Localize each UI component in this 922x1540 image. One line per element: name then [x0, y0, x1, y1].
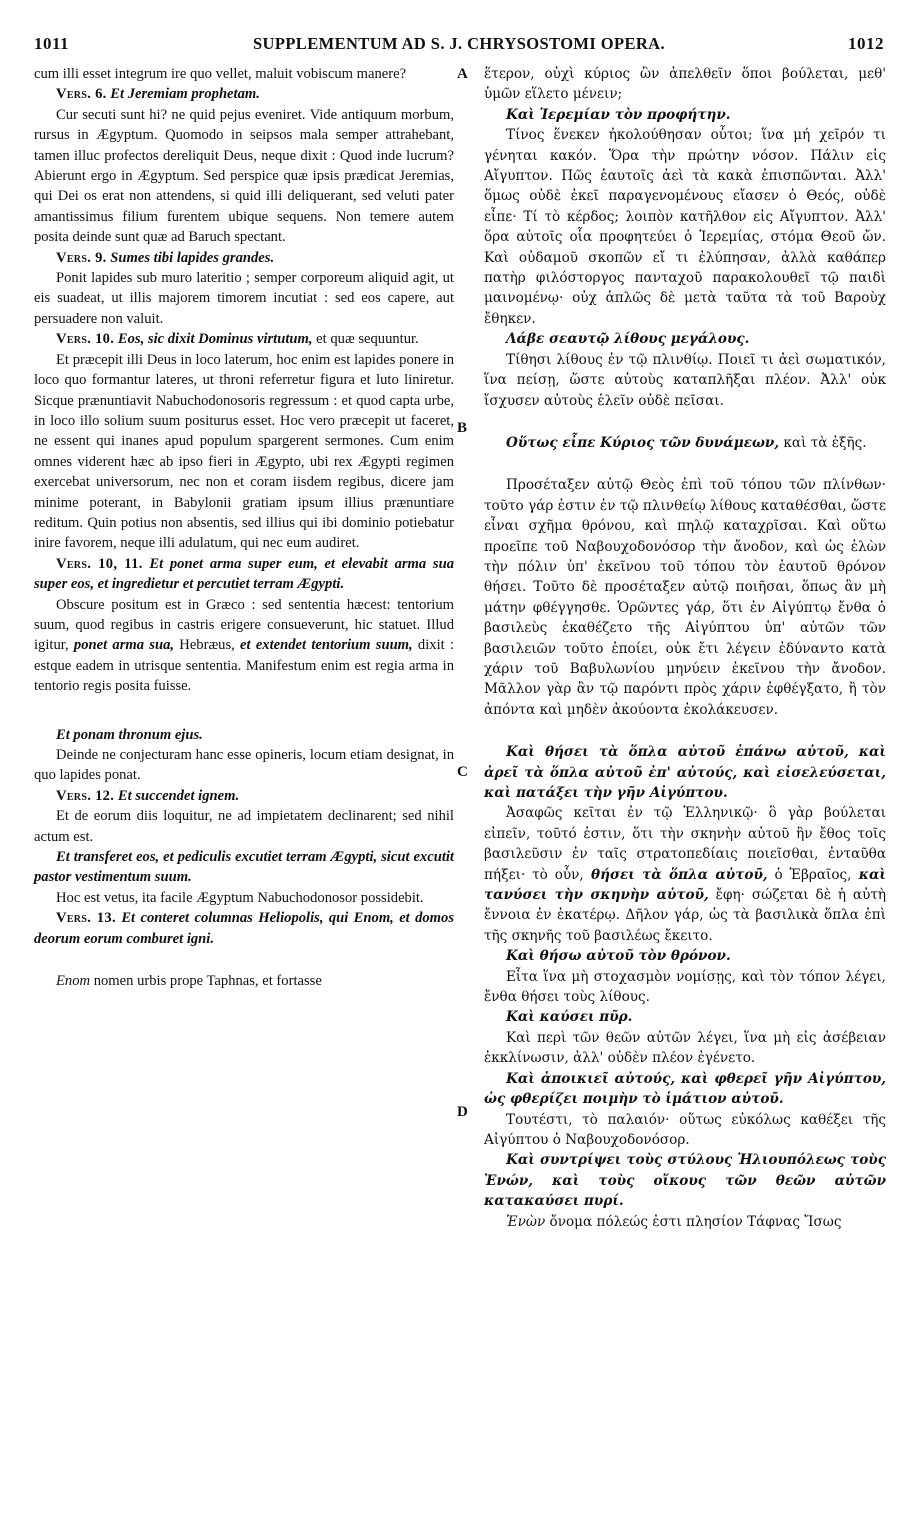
latin-verse-heading: Vers. 13. Et conteret columnas Heliopolis, qui Enom, et domos deorum eorum comburet igni. — [34, 910, 455, 947]
greek-paragraph: Τουτέστι, τὸ παλαιόν· οὕτως εὐκόλως καθέξει τῆς Αἰγύπτου ὁ Ναβουχοδονόσορ. — [484, 1111, 886, 1148]
greek-paragraph: Προσέταξεν αὐτῷ Θεὸς ἐπὶ τοῦ τόπου τῶν πλίνθων· τοῦτο γάρ ἐστιν ἐν τῷ πλινθείῳ λίθους καταθέσθαι, ὥστε εἶναι σχῆμα θρόνου, καὶ πηλῷ καταχρῖσαι. Καὶ οὕτω προεῖπε τοῦ Ναβουχοδονόσορ τὴν ἄνοδον, καὶ ὡς ἑλὼν τὴν πόλιν ὑπ' ἐκεῖνου τοῦ τόπου τὸν ἑαυτοῦ θρόνον θήσει. Τοῦτο δὲ προσέταξεν αὐτῷ ποιῆσαι, ὅπως ἂν μὴ μάτην φθέγγησθε. Ὁρῶντες γάρ, ὅτι ἐν Αἰγύπτῳ ἔνθα ὁ βασιλεὺς ἐκαθέζετο τῆς Αἰγύπτου ὑπ' αὐτῶν τῶν βασιλειῶν τοῦτο ἐποίει, οὐκ ἔτι λέγειν ἐδύναντο κατὰ χάριν τοῦ Βαβυλωνίου μηνύειν ἐκεῖνου τὴν ἄνοδον. Μᾶλλον γὰρ ἂν τῷ παρόντι πρὸς χάριν ἐφθέγξατο, ἢ τὸν ἀπόντα καὶ μηδὲν ἀκούοντα ἐκολάκευσεν. — [484, 477, 886, 718]
greek-lemma: Καὶ ἀποικιεῖ αὐτούς, καὶ φθερεῖ γῆν Αἰγύπτου, ὡς φθερίζει ποιμὴν τὸ ἱμάτιον αὐτοῦ. — [484, 1070, 886, 1108]
latin-verse-heading: Vers. 10. Eos, sic dixit Dominus virtutum, et quæ sequuntur. — [56, 331, 419, 348]
latin-paragraph: Hoc est vetus, ita facile Ægyptum Nabuchodonosor possidebit. — [56, 889, 424, 906]
latin-verse-heading: Vers. 10, 11. Et ponet arma super eum, et elevabit arma sua super eos, et ingredietur et percutiet terram Ægypti. — [34, 555, 454, 593]
latin-paragraph: Et præcepit illi Deus in loco laterum, hoc enim est lapides ponere in loco quo formantur lateres, ut throni referretur figura et luto liniretur. Sicque prænuntiavit Nabuchodonosoris regressum : et quod capta urbe, in loco illo solium suum positurus esset. Hoc vero præcepit ut faceret, ne essent qui inanes apud populum spargerent sermones. Cum enim omnes viderent hæc ab ipso fieri in Ægypto, ubi rex Ægypti regimen exercebat universorum, nec non et coram iisdem regibus, dicere jam minime poterant, in Babylonii gratiam ipsum illius prænuntiare reditum. Quin potius non absentis, sed illius qui ibi dominio potiebatur inire favorem, neque illi adulatum, qui nec eum audiret. — [34, 351, 454, 552]
greek-paragraph: Εἶτα ἵνα μὴ στοχασμὸν νομίσῃς, καὶ τὸν τόπον λέγει, ἔνθα θήσει τοὺς λίθους. — [484, 968, 886, 1006]
latin-verse-heading: Et transferet eos, et pediculis excutiet terram Ægypti, sicut excutit pastor vestimentum suum. — [34, 849, 454, 886]
greek-paragraph: Ἀσαφῶς κεῖται ἐν τῷ Ἑλληνικῷ· ὃ γὰρ βούλεται εἰπεῖν, τοῦτό ἐστιν, ὅτι τὴν σκηνὴν αὐτοῦ ἣν ἔθος τοῖς βασιλεῦσιν ἐν ταῖς στρατοπεδίαις ποιεῖσθαι, ἐνταῦθα πήξει· τὸ οὖν, θήσει τὰ ὅπλα αὐτοῦ, ὁ Ἑβραῖος, καὶ τανύσει τὴν σκηνὴν αὐτοῦ, ἔφη· σώζεται δὲ ἡ αὐτὴ ἔννοια ἐν ἑκατέρῳ. Δῆλον γάρ, ὡς τὰ βασιλικὰ ὅπλα ἐπὶ τῆς σκηνῆς τοῦ βασιλέως ἔκειτο. — [484, 805, 887, 944]
greek-lemma: Καὶ καύσει πῦρ. — [506, 1009, 633, 1026]
greek-lemma: Λάβε σεαυτῷ λίθους μεγάλους. — [506, 331, 750, 348]
greek-paragraph: ἕτερον, οὐχὶ κύριος ὢν ἀπελθεῖν ὅποι βούλεται, μεθ' ὑμῶν εἵλετο μένειν; — [484, 66, 886, 103]
greek-lemma: Καὶ συντρίψει τοὺς στύλους Ἡλιουπόλεως τοὺς Ἐνών, καὶ τοὺς οἴκους τῶν θεῶν αὐτῶν κατακαύσει πυρί. — [484, 1152, 886, 1210]
latin-verse-heading: Et ponam thronum ejus. — [56, 726, 203, 743]
latin-verse-heading: Vers. 9. Sumes tibi lapides grandes. — [56, 249, 275, 266]
latin-paragraph: Ponit lapides sub muro lateritio ; semper corporeum aliquid agit, ut eis suadeat, ut illis majorem timorem incutiat : sed eos capere, aut persuadere non valuit. — [34, 270, 454, 327]
right-page-number: 1012 — [848, 34, 884, 53]
greek-paragraph: Τίθησι λίθους ἐν τῷ πλινθίῳ. Ποιεῖ τι ἀεὶ σωματικόν, ἵνα πείσῃ, ὥστε αὐτοὺς καταπλῆξαι πλέον. Ἀλλ' οὐκ ἴσχυσεν αὐτοὺς ἑλεῖν οὐδὲ πεῖσαι. — [484, 351, 886, 409]
section-marker-b: B — [457, 420, 468, 436]
section-marker-d: D — [457, 1104, 468, 1120]
latin-column — [34, 64, 454, 991]
latin-verse-heading: Vers. 6. Et Jeremiam prophetam. — [56, 86, 260, 103]
greek-paragraph: Καὶ περὶ τῶν θεῶν αὐτῶν λέγει, ἵνα μὴ εἰς ἀσέβειαν ἐκκλίνωσιν, ἀλλ' οὐδὲν πλέον ἐγένετο. — [484, 1029, 886, 1067]
greek-lemma: Καὶ θήσω αὐτοῦ τὸν θρόνον. — [506, 948, 731, 965]
greek-column — [484, 64, 886, 1232]
greek-lemma: Οὕτως εἶπε Κύριος τῶν δυνάμεων, καὶ τὰ ἑξῆς. — [506, 434, 867, 451]
latin-paragraph: cum illi esset integrum ire quo vellet, maluit vobiscum manere? — [34, 66, 407, 82]
latin-paragraph: Obscure positum est in Græco : sed sententia hæcest: tentorium suum, quod regibus in castris erigere consueverunt, hic statuet. Illud igitur, ponet arma sua, Hebræus, et extendet tentorium suum, dixit : estque eadem in utrisque sententia. Manifestum enim est regia arma in tentorio regis posita fuisse. — [34, 596, 454, 695]
latin-paragraph: Cur secuti sunt hi? ne quid pejus eveniret. Vide antiquum morbum, rursus in Ægyptum. Quomodo in seipsos mala semper attrahebant, tamen illuc profectos dereliquit Deus, neque dixit : Quod inde lucrum? Abierunt ergo in Ægyptum. Sed perspice quæ ipsis prædicat Jeremias, qui Dei os erat non attendens, si quid illi deliquerant, sed veluti pater amantissimus filium furentem ubique sequens. Non temere autem posita deinde sunt quæ ad Baruch spectant. — [34, 106, 454, 246]
section-marker-c: C — [457, 764, 468, 780]
latin-paragraph: Deinde ne conjecturam hanc esse opineris, locum etiam designat, in quo lapides ponat. — [34, 747, 454, 784]
latin-paragraph: Enom nomen urbis prope Taphnas, et fortasse — [56, 973, 322, 990]
latin-verse-heading: Vers. 12. Et succendet ignem. — [56, 787, 240, 804]
page-header — [34, 34, 884, 56]
greek-lemma: Καὶ θήσει τὰ ὅπλα αὐτοῦ ἐπάνω αὐτοῦ, καὶ ἀρεῖ τὰ ὅπλα αὐτοῦ ἐπ' αὐτούς, καὶ εἰσελεύσεται, καὶ πατάξει τὴν γῆν Αἰγύπτου. — [484, 744, 886, 801]
section-marker-a: A — [457, 66, 468, 82]
latin-paragraph: Et de eorum diis loquitur, ne ad impietatem declinarent; sed nihil actum est. — [34, 808, 454, 845]
greek-lemma: Καὶ Ἱερεμίαν τὸν προφήτην. — [506, 106, 731, 123]
left-page-number: 1011 — [34, 34, 70, 53]
greek-paragraph: Ἐνὼν ὄνομα πόλεώς ἐστι πλησίον Τάφνας Ἴσως — [506, 1213, 842, 1230]
running-title: SUPPLEMENTUM AD S. J. CHRYSOSTOMI OPERA. — [252, 34, 666, 53]
greek-paragraph: Τίνος ἕνεκεν ἠκολούθησαν οὗτοι; ἵνα μή χεῖρόν τι γένηται κακόν. Ὅρα τὴν πρώτην νόσον. Πάλιν εἰς Αἴγυπτον. Πῶς ἑαυτοῖς ἀεὶ τὰ κακὰ ἐπισπῶνται. Ἀλλ' ὅμως οὐδὲ ἐκεῖ παραγενομένους εἴασεν ὁ Θεός, οὐδὲ εἶπε· Τί τὸ κέρδος; λοιπὸν κατῆλθον εἰς Αἴγυπτον. Ἀλλ' ὅρα αὐτοῖς οἷα προφητεύει ὁ Ἱερεμίας, στόμα Θεοῦ ὤν. Καὶ οὐδαμοῦ σκοπῶν εἴ τι ἐλύπησαν, ἀλλὰ καθάπερ πατὴρ φιλόστοργος πανταχοῦ παρακολουθεῖ τῷ παιδὶ μαινομένῳ· οὐχ ἁπλῶς δὲ μετὰ ταῦτα τὰ τοῦ Βαροὺχ ἔθηκεν. — [484, 127, 886, 327]
